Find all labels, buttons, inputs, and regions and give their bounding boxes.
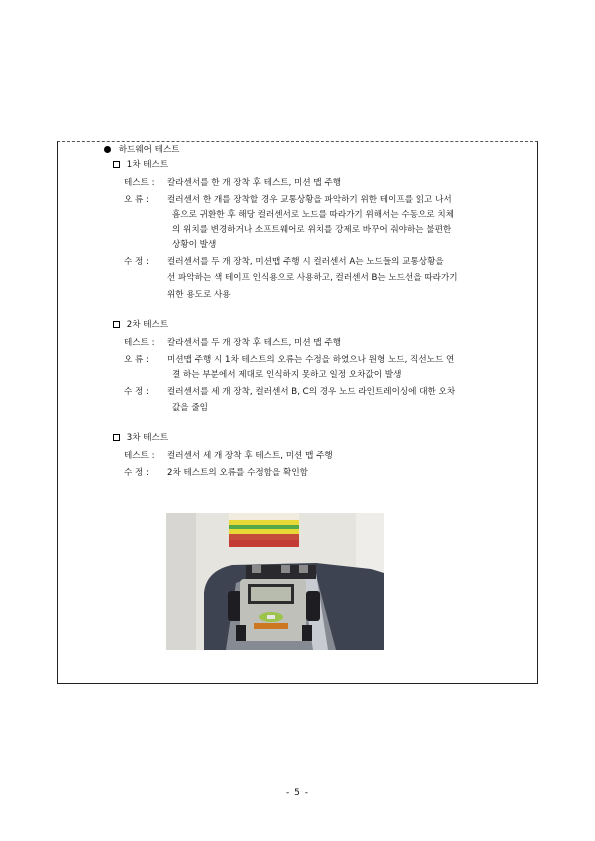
- row-text: 2차 테스트의 오류를 수정함을 확인함: [167, 468, 308, 478]
- checkbox-square-icon: [113, 321, 120, 328]
- row-label: 테스트 :: [124, 178, 155, 188]
- row-text: 선 파악하는 색 테이프 인식용으로 사용하고, 컬러센서 B는 노드선을 따라가기: [167, 273, 458, 283]
- heading-line: [104, 145, 180, 156]
- row-label: 테스트 :: [124, 451, 155, 461]
- row-text: 컬러센서를 세 개 장착, 컬러센서 B, C의 경우 노드 라인트레이싱에 대한 오차: [167, 387, 456, 397]
- section-title-line: [113, 160, 168, 171]
- section-title-line: [113, 320, 168, 331]
- section-title-line: [113, 433, 168, 444]
- row-text: 흠으로 귀환한 후 해당 컬러센서로 노드를 따라가기 위해서는 수동으로 치체: [172, 210, 454, 220]
- row-text: 위한 용도로 사용: [167, 290, 231, 300]
- row-text: 칼라센서를 한 개 장착 후 테스트, 미션 맵 주행: [167, 178, 342, 188]
- row-text: 값을 줄임: [172, 403, 208, 413]
- row-text: 결 하는 부분에서 제대로 인식하지 못하고 일정 오차값이 발생: [172, 370, 402, 380]
- row-label: 오 류 :: [124, 355, 149, 365]
- row-text: 칼라센서를 두 개 장착 후 테스트, 미션 맵 주행: [167, 338, 342, 348]
- row-label: 수 정 :: [124, 387, 149, 397]
- section-title: 2차 테스트: [126, 320, 169, 330]
- row-text: 컬러센서를 두 개 장착, 미션맵 주행 시 컬러센서 A는 노드들의 교통상황을: [167, 257, 444, 267]
- robot-photo: [166, 513, 384, 650]
- row-label: 수 정 :: [124, 468, 149, 478]
- row-text: 상황이 발생: [172, 240, 217, 250]
- row-text: 미션맵 주행 시 1차 테스트의 오류는 수정을 하였으나 원형 노드, 직선노드 연: [167, 355, 455, 365]
- row-text: 의 위치를 변경하거나 소프트웨어로 위치를 강제로 바꾸어 줘야하는 불편한: [172, 225, 452, 235]
- row-text: 컬러센서 세 개 장착 후 테스트, 미션 맵 주행: [167, 451, 333, 461]
- row-label: 테스트 :: [124, 338, 155, 348]
- section-title: 1차 테스트: [126, 160, 169, 170]
- section-title: 3차 테스트: [126, 433, 169, 443]
- heading: 하드웨어 테스트: [118, 145, 180, 155]
- row-label: 오 류 :: [124, 195, 149, 205]
- checkbox-square-icon: [113, 161, 120, 168]
- checkbox-square-icon: [113, 434, 120, 441]
- bullet-dot-icon: [104, 146, 111, 153]
- row-text: 컬러센서 한 개를 장착할 경우 교통상황을 파악하기 위한 테이프를 읽고 나서: [167, 195, 452, 205]
- page-number: - 5 -: [286, 788, 309, 798]
- row-label: 수 정 :: [124, 257, 149, 267]
